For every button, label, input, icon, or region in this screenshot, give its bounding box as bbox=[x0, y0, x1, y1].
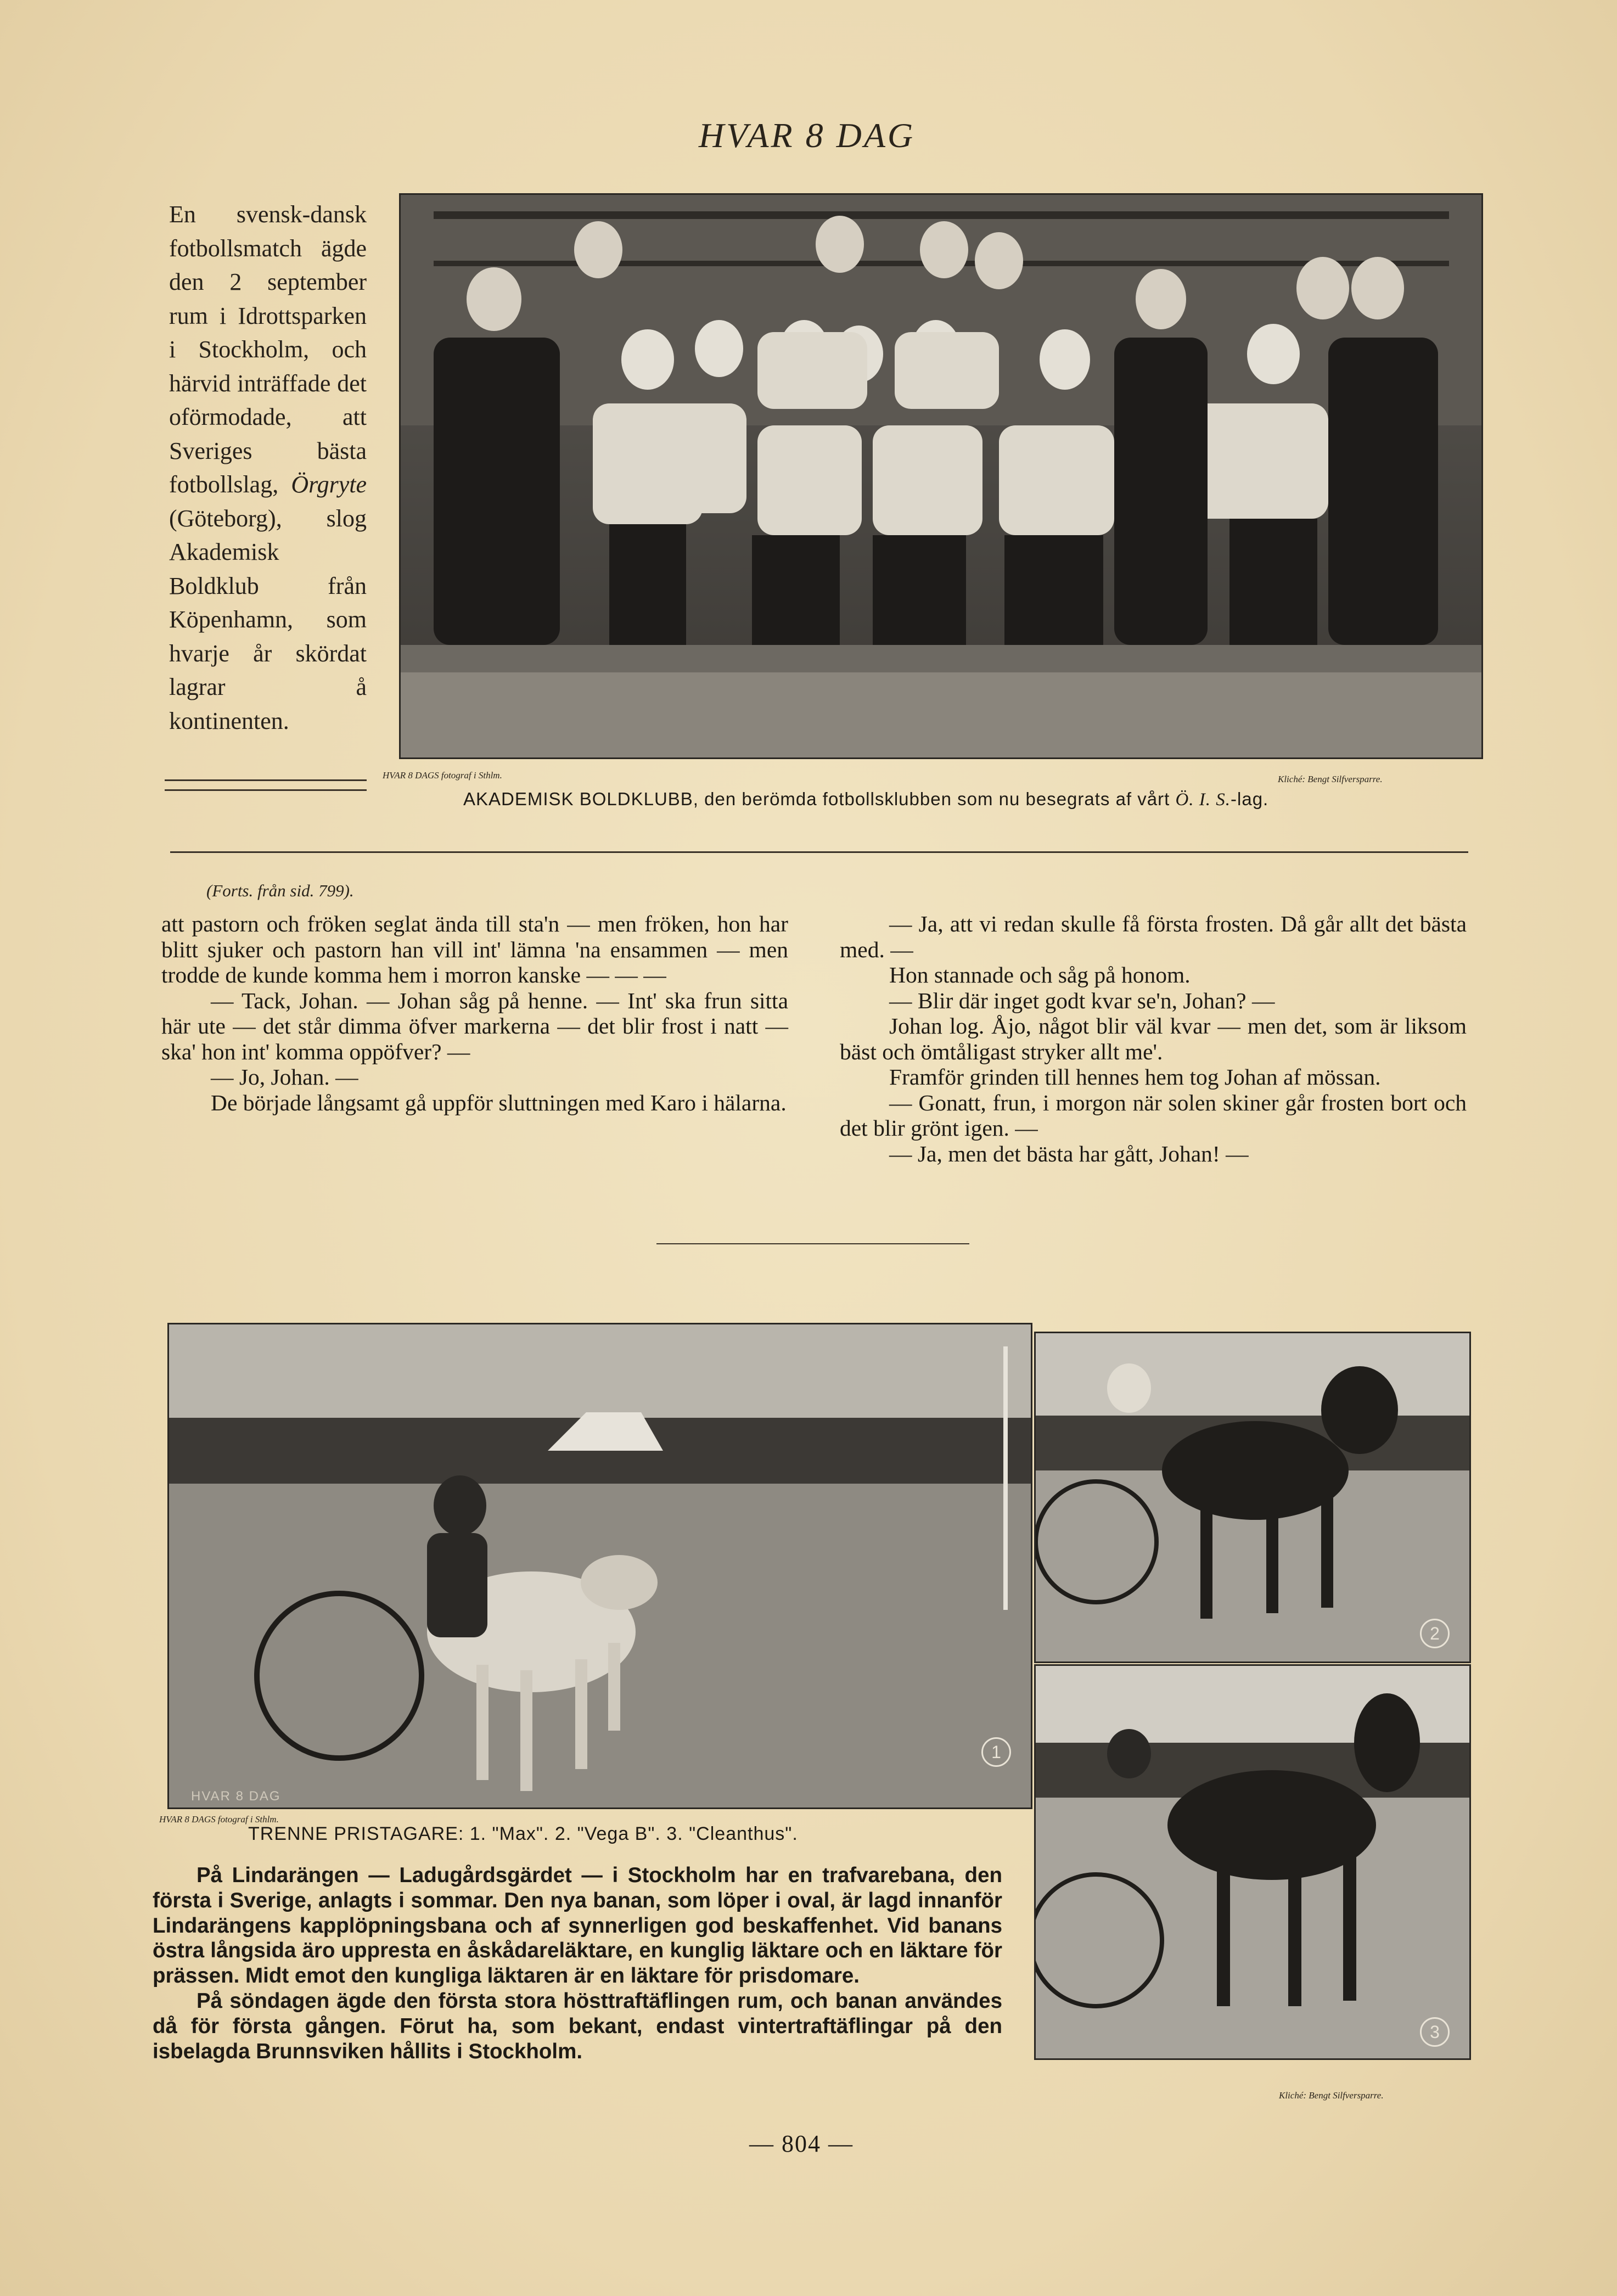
section-divider bbox=[170, 851, 1468, 853]
horse-photo-cliche-credit: Kliché: Bengt Silfversparre. bbox=[1279, 2090, 1384, 2101]
horse-photo-max-illustration bbox=[169, 1324, 1031, 1807]
article-paragraph: På Lindarängen — Ladugårdsgärdet — i Stockholm har en trafvarebana, den första i Sverige, anlagts i sommar. Den nya banan, som löper i oval, är lagd innanför Lindarängens kapplöpningsbana och af synnerligen god beskaffenhet. Vid banans östra långsida äro uppresta en åskådareläktare, en kunglig läktare och en läktare för prässen. Midt emot den kungliga läktaren är en läktare för prisdomare. bbox=[153, 1863, 1002, 1988]
story-right-paragraph: Framför grinden till hennes hem tog Johan af mössan. bbox=[889, 1064, 1381, 1090]
top-photo-caption-club: Ö. I. S. bbox=[1175, 790, 1231, 810]
sidebar-text bbox=[169, 198, 367, 738]
page-header-title: HVAR 8 DAG bbox=[698, 116, 916, 155]
sidebar-divider-2 bbox=[165, 789, 367, 791]
story-right-paragraph: — Gonatt, frun, i morgon när solen skiner går frosten bort och det blir grönt igen. — bbox=[840, 1090, 1467, 1141]
story-right-paragraph: — Ja, men det bästa har gått, Johan! — bbox=[889, 1141, 1249, 1166]
story-left-paragraph: — Jo, Johan. — bbox=[211, 1064, 358, 1090]
top-photo-caption-end: -lag. bbox=[1231, 789, 1269, 809]
story-left-paragraph: De började långsamt gå uppför sluttningen med Karo i hälarna. bbox=[211, 1090, 787, 1115]
article-paragraph: På söndagen ägde den första stora hösttraftäflingen rum, och banan användes då för första gången. Förut ha, som bekant, endast vintertraftäflingar på den isbelagda Brunnsviken hållits i Stockholm. bbox=[153, 1989, 1002, 2063]
story-left-paragraph: att pastorn och fröken seglat ända till sta'n — men fröken, hon har blitt sjuker och pastorn han vill int' lämna 'na ensammen — men trodde de kunde komma hem i morron kanske — — — bbox=[161, 911, 788, 987]
story-right-paragraph: Johan log. Åjo, något blir väl kvar — men det, som är liksom bäst och ömtåligast stryker allt me'. bbox=[840, 1013, 1467, 1064]
sidebar-text-after: (Göteborg), slog Akademisk Boldklub från Köpenhamn, som hvarje år skördat lagrar å kontinenten. bbox=[169, 504, 367, 734]
horse-photos-caption: TRENNE PRISTAGARE: 1. "Max". 2. "Vega B". 3. "Cleanthus". bbox=[248, 1823, 798, 1844]
top-photo-credit: HVAR 8 DAGS fotograf i Sthlm. bbox=[383, 770, 502, 781]
photo-number-3: 3 bbox=[1420, 2017, 1450, 2047]
horse-photo-cleanthus bbox=[1034, 1664, 1471, 2060]
photo-number-2: 2 bbox=[1420, 1619, 1450, 1648]
story-right-column bbox=[840, 911, 1467, 1166]
article-text bbox=[153, 1863, 1002, 2064]
photo-number-1: 1 bbox=[981, 1737, 1011, 1767]
story-left-column bbox=[161, 911, 788, 1115]
horse-photo-credit: HVAR 8 DAGS fotograf i Sthlm. bbox=[159, 1814, 279, 1825]
horse-photo-vega-b-illustration bbox=[1036, 1333, 1469, 1661]
team-photo-illustration bbox=[401, 195, 1481, 757]
top-photo-cliche-credit: Kliché: Bengt Silfversparre. bbox=[1278, 774, 1383, 784]
story-continued-note: (Forts. från sid. 799). bbox=[206, 881, 354, 900]
horse-photo-cleanthus-illustration bbox=[1036, 1666, 1469, 2058]
story-end-divider bbox=[656, 1243, 969, 1244]
page-number: — 804 — bbox=[749, 2130, 854, 2157]
top-photo-caption-text: AKADEMISK BOLDKLUBB, den berömda fotbollsklubben som nu besegrats af vårt bbox=[463, 789, 1176, 809]
top-photo-caption bbox=[463, 789, 1268, 810]
sidebar-divider bbox=[165, 779, 367, 781]
story-left-paragraph: — Tack, Johan. — Johan såg på henne. — Int' ska frun sitta här ute — det står dimma öfver markerna — det blir frost i natt — ska' hon int' komma oppöfver? — bbox=[161, 987, 788, 1064]
sidebar-team-name: Örgryte bbox=[291, 471, 367, 498]
football-team-photo bbox=[399, 193, 1483, 759]
sidebar-text-before: En svensk-dansk fotbollsmatch ägde den 2 september rum i Idrottsparken i Stockholm, och härvid inträffade det oförmodade, att Sveriges bästa fotbollslag, bbox=[169, 201, 367, 498]
horse-photo-vega-b bbox=[1034, 1332, 1471, 1663]
story-right-paragraph: — Ja, att vi redan skulle få första frosten. Då går allt det bästa med. — bbox=[840, 911, 1467, 962]
story-right-paragraph: Hon stannade och såg på honom. bbox=[889, 962, 1191, 987]
photo-watermark: HVAR 8 DAG bbox=[191, 1789, 281, 1804]
horse-photo-max bbox=[167, 1323, 1032, 1809]
story-right-paragraph: — Blir där inget godt kvar se'n, Johan? — bbox=[889, 987, 1275, 1013]
